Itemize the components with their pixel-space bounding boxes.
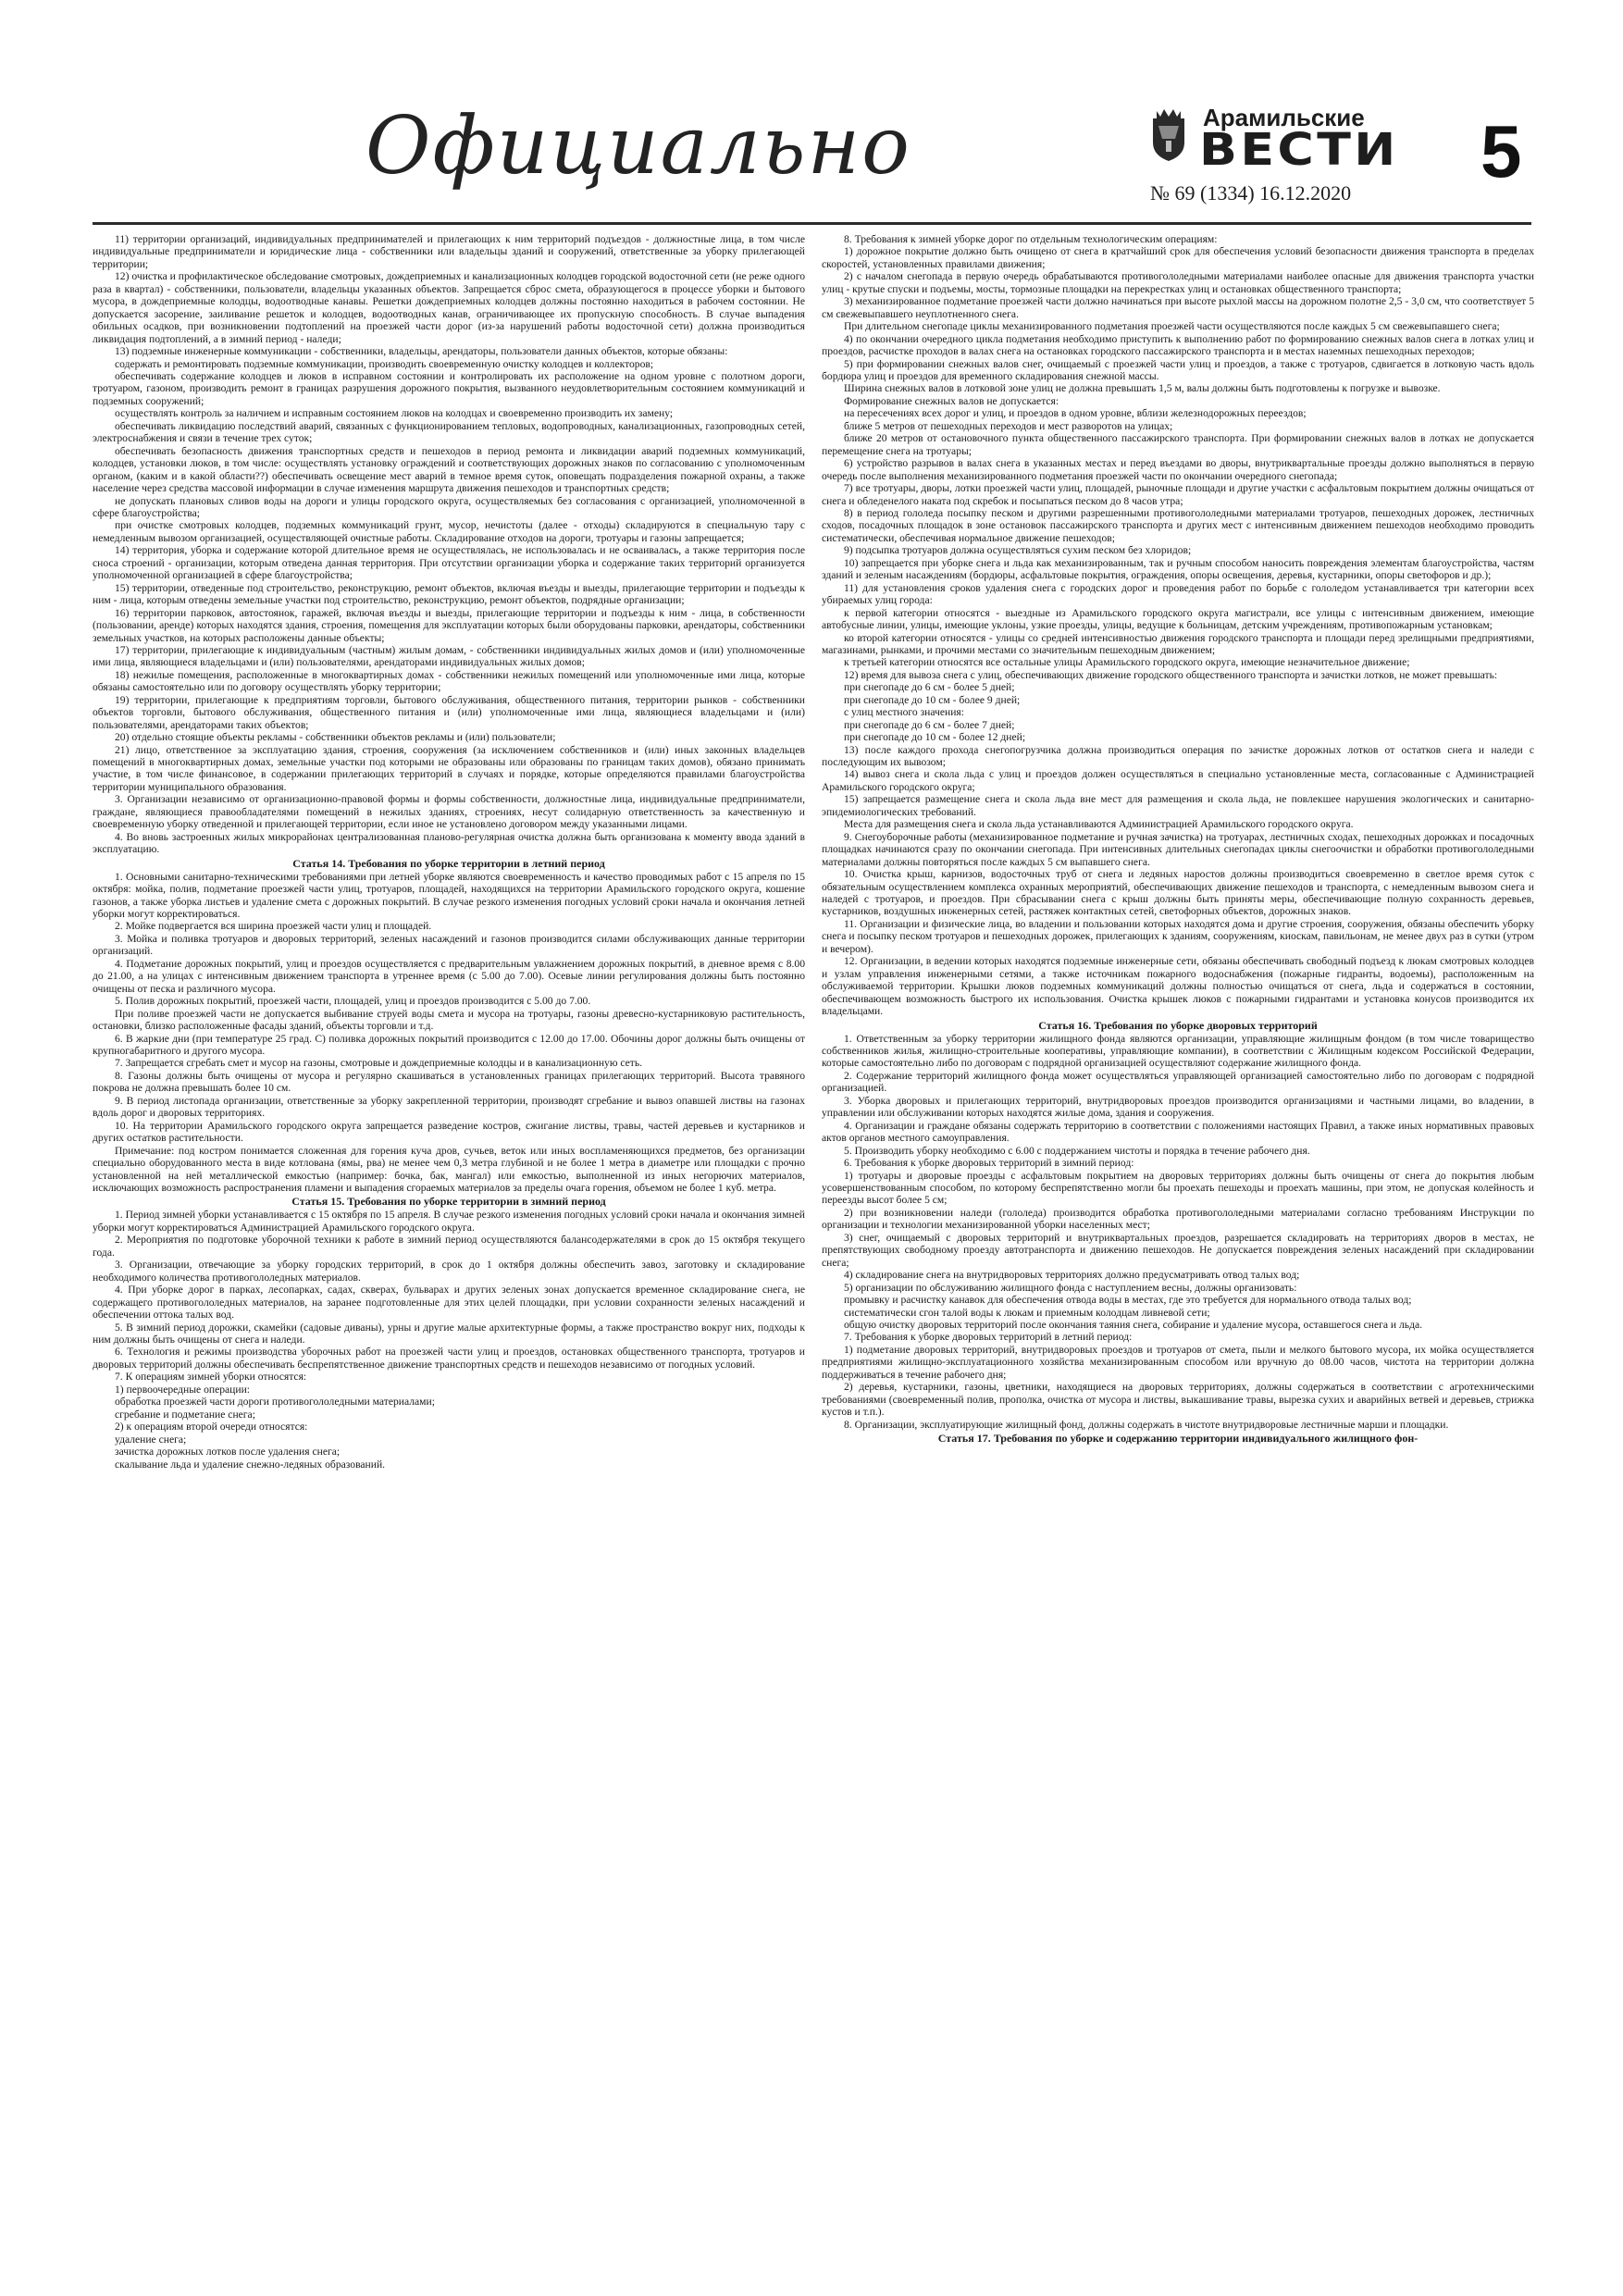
right-column <box>822 233 1534 2269</box>
paragraph: 9. В период листопада организации, ответственные за уборку закрепленной территории, производят сгребание и вывоз опавшей листвы на газонах вдоль дорог и дворовых территориях. <box>93 1094 805 1120</box>
paragraph: 6. Технология и режимы производства уборочных работ на проезжей части улиц и проездов, остановках общественного транспорта, тротуаров и дворовых территорий должны обеспечивать беспрепятственное движение транспортных средств и пешеходов независимо от погодных условий. <box>93 1346 805 1371</box>
paragraph: 9) подсыпка тротуаров должна осуществляться сухим песком без хлоридов; <box>844 544 1192 557</box>
paragraph: 4) по окончании очередного цикла подметания необходимо приступить к выполнению работ по формированию снежных валов снега в лотках улиц и проездов, расчистке проходов в валах снега на остановках городского пассажирского транспорта и в местах наземных пешеходных переходов; <box>822 332 1534 358</box>
paragraph: 8. Организации, эксплуатирующие жилищный фонд, должны содержать в чистоте внутридворовые лестничные марши и площадки. <box>844 1418 1449 1431</box>
paragraph: общую очистку дворовых территорий после окончания таяния снега, собирание и удаление мусора, оставшегося снега и льда. <box>844 1318 1423 1331</box>
paragraph: систематически сгон талой воды к люкам и приемным колодцам ливневой сети; <box>844 1306 1210 1319</box>
paragraph: ближе 5 метров от пешеходных переходов и мест разворотов на улицах; <box>844 419 1173 432</box>
paragraph: Формирование снежных валов не допускается: <box>844 394 1059 407</box>
paragraph: 9. Снегоуборочные работы (механизированное подметание и ручная зачистка) на тротуарах, лестничных сходах, пешеходных дорожках и посадочных площадках начинаются сразу по окончании снегопада. При интенсивных длительных снегопадах циклы снегоочистки и обработки противогололедными материалами должны повторяться после каждых 5 см выпавшего снега. <box>822 830 1534 868</box>
paragraph: 2. Мероприятия по подготовке уборочной техники к работе в зимний период осуществляются балансодержателями в срок до 15 октября текущего года. <box>93 1234 805 1259</box>
paragraph: 5) при формировании снежных валов снег, очищаемый с проезжей части улиц и проездов, а также с тротуаров, сдвигается в лотковую часть вдоль бордюра улиц и проездов для временного складирования снежной массы. <box>822 357 1534 382</box>
paragraph: 12) время для вывоза снега с улиц, обеспечивающих движение городского общественного транспорта и зачистки лотков, не может превышать: <box>844 668 1498 681</box>
paragraph: 15) территории, отведенные под строительство, реконструкцию, ремонт объектов, включая въезды и выезды, прилегающие территории и подъезды к ним - лица, которым отведены земельные участки под строительство, реконструкцию, ремонт объектов, подрядные организации; <box>93 581 805 607</box>
newspaper-logo <box>1147 104 1399 187</box>
paragraph: 8. Требования к зимней уборке дорог по отдельным технологическим операциям: <box>844 233 1218 245</box>
paragraph: не допускать плановых сливов воды на дороги и улицы городского округа, осуществляемых без согласования с организацией, уполномоченной в сфере благоустройства; <box>93 494 805 519</box>
paragraph: 3) механизированное подметание проезжей части должно начинаться при высоте рыхлой массы на дорожном полотне 2,5 - 3,0 см, что соответствует 5 см свежевыпавшего неуплотненного снега. <box>822 295 1534 320</box>
paragraph: 3) снег, очищаемый с дворовых территорий и внутриквартальных проездов, разрешается складировать на территориях дворов в местах, не препятствующих свободному проезду автотранспорта и движению пешеходов. Не допускается повреждения зеленых насаждений при складировании снега; <box>822 1231 1534 1269</box>
paragraph: 13) после каждого прохода снегопогрузчика должна производиться операция по зачистке дорожных лотков от остатков снега и наледи с последующим их вывозом; <box>822 743 1534 769</box>
left-column <box>93 233 805 2269</box>
paragraph: 1) подметание дворовых территорий, внутридворовых проездов и тротуаров от смета, пыли и мелкого бытового мусора, их мойка осуществляется предприятиями жилищно-эксплуатационного хозяйства механизированным способом или вручную до 08.00 часов, чистота на территории должна поддерживаться в течение рабочего дня; <box>822 1343 1534 1381</box>
paragraph: 4. Организации и граждане обязаны содержать территорию в соответствии с положениями настоящих Правил, а также иных нормативных правовых актов органов местного самоуправления. <box>822 1119 1534 1145</box>
paragraph: 3. Мойка и поливка тротуаров и дворовых территорий, зеленых насаждений и газонов производится силами обслуживающих данные территории организаций. <box>93 932 805 958</box>
paragraph: зачистка дорожных лотков после удаления снега; <box>115 1446 341 1458</box>
paragraph: Места для размещения снега и скола льда устанавливаются Администрацией Арамильского городского округа. <box>844 818 1354 831</box>
paragraph: 18) нежилые помещения, расположенные в многоквартирных домах - собственники нежилых помещений или уполномоченные ими лица, которые обязаны самостоятельно или по договору осуществлять уборку территории; <box>93 668 805 694</box>
paragraph: обеспечивать безопасность движения транспортных средств и пешеходов в период ремонта и ликвидации аварий подземных коммуникаций, колодцев, установки люков, в том числе: осуществлять установку ограждений и соответствующих дорожных знаков по согласованию с уполномоченным органом, (каким и в какой области??) обеспечивать освещение мест аварий в темное время суток, оповещать подразделения пожарной охраны, а также население через средства массовой информации в случае изменения маршрута движения пешеходов и транспортных средств; <box>93 444 805 495</box>
paragraph: 12) очистка и профилактическое обследование смотровых, дождеприемных и канализационных колодцев городской водосточной сети (не реже одного раза в квартал) - собственники, пользователи, владельцы указанных объектов. Запрещается сброс смета, образующегося в процессе уборки и бытового мусора, в дождеприемные колодцы, водоотводные канавы. Решетки дождеприемных колодцев должны постоянно находиться в рабочем состоянии. Не допускается засорение, заиливание решеток и колодцев, водоотводных канав, ограничивающее их пропускную способность. В случае выпадения обильных осадков, при возникновении подтоплений на проезжей части дорог (из-за нарушений работы водосточной сети) должна производиться ликвидация подтоплений, а в зимний период - наледи; <box>93 270 805 345</box>
article-heading: Статья 14. Требования по уборке территории в летний период <box>292 856 605 870</box>
paragraph: 8) в период гололеда посыпку песком и другими разрешенными противогололедными материалами тротуаров, пешеходных дорожек, лестничных сходов, посадочных площадок в зоне остановок пассажирского транспорта и других мест с интенсивным движением пешеходов необходимо проводить систематически, обеспечивая нормальное движение пешеходов; <box>822 506 1534 544</box>
paragraph: с улиц местного значения: <box>844 706 964 719</box>
masthead <box>0 0 1623 236</box>
logo-text-big: ВЕСТИ <box>1199 124 1399 176</box>
issue-info: № 69 (1334) 16.12.2020 <box>1150 181 1352 205</box>
paragraph: 1. Период зимней уборки устанавливается с 15 октября по 15 апреля. В случае резкого изменения погодных условий сроки начала и окончания зимней уборки могут корректироваться Администрацией Арамильского городского округа. <box>93 1209 805 1234</box>
paragraph: при снегопаде до 6 см - более 7 дней; <box>844 718 1015 731</box>
paragraph: При длительном снегопаде циклы механизированного подметания проезжей части осуществляются после каждых 5 см свежевыпавшего снега; <box>844 320 1500 333</box>
section-title: Официально <box>365 100 911 192</box>
paragraph: 5. Производить уборку необходимо с 6.00 с поддержанием чистоты и порядка в течение рабочего дня. <box>844 1144 1310 1157</box>
article-heading: Статья 15. Требования по уборке территории в зимний период <box>291 1195 606 1209</box>
paragraph: 5. В зимний период дорожки, скамейки (садовые диваны), урны и другие малые архитектурные формы, а также пространство вокруг них, подходы к ним должны быть очищены от снега и наледи. <box>93 1321 805 1346</box>
paragraph: 13) подземные инженерные коммуникации - собственники, владельцы, арендаторы, пользователи данных объектов, которые обязаны: <box>115 345 728 358</box>
paragraph: 14) территория, уборка и содержание которой длительное время не осуществлялась, не использовалась и не осваивалась, а также территория после сноса строений - организации, которым отведена данная территория. При отсутствии организации уборка и содержание таких территорий организуется уполномоченной организацией в сфере благоустройства; <box>93 544 805 582</box>
paragraph: 3. Организации, отвечающие за уборку городских территорий, в срок до 1 октября должны обеспечить завоз, заготовку и складирование необходимого количества противогололедных материалов. <box>93 1259 805 1284</box>
paragraph: 6. В жаркие дни (при температуре 25 град. С) поливка дорожных покрытий производится с 12.00 до 17.00. Обочины дорог должны быть очищены от крупногабаритного и другого мусора. <box>93 1032 805 1057</box>
paragraph: 4) складирование снега на внутридворовых территориях должно предусматривать отвод талых вод; <box>844 1269 1300 1282</box>
paragraph: на пересечениях всех дорог и улиц, и проездов в одном уровне, вблизи железнодорожных переездов; <box>844 407 1307 420</box>
paragraph: 4. Во вновь застроенных жилых микрорайонах централизованная планово-регулярная очистка должна быть организована к моменту ввода зданий в эксплуатацию. <box>93 830 805 856</box>
paragraph: 15) запрещается размещение снега и скола льда вне мест для размещения и скола льда, не повлекшее нарушения экологических и санитарно-эпидемиологических требований. <box>822 793 1534 818</box>
paragraph: 7. К операциям зимней уборки относятся: <box>115 1371 307 1384</box>
paragraph: 3. Организации независимо от организационно-правовой формы и формы собственности, должностные лица, индивидуальные предприниматели, граждане, являющиеся правообладателями помещений в нежилых зданиях, строениях, несут солидарную ответственность за качественную и своевременную уборку отведенной и прилегающей территории, если иное не установлено договором между указанными лицами. <box>93 793 805 831</box>
paragraph: 1. Основными санитарно-техническими требованиями при летней уборке являются своевременность и качество проводимых работ с 15 апреля по 15 октября: мойка, полив, подметание проезжей части улиц, тротуаров, площадей, находящихся на территории Арамильского городского округа, кошение газонов, а также уборка листьев и удаление смета с дорожных покрытий. В случае резкого изменения погодных условий сроки начала и окончания летней уборки могут корректироваться. <box>93 870 805 921</box>
paragraph: скалывание льда и удаление снежно-ледяных образований. <box>115 1458 386 1471</box>
paragraph: 21) лицо, ответственное за эксплуатацию здания, строения, сооружения (за исключением собственников и (или) иных законных владельцев помещений в многоквартирных домах, земельные участки под которыми не образованы или образованы по границам таких домов), обязано принимать участие, в том числе финансовое, в содержании прилегающих территорий в случаях и порядке, которые определяются правилами благоустройства территории муниципального образования. <box>93 743 805 793</box>
paragraph: 20) отдельно стоящие объекты рекламы - собственники объектов рекламы и (или) пользователи; <box>115 731 556 744</box>
paragraph: 2) деревья, кустарники, газоны, цветники, находящиеся на дворовых территориях, должны содержаться в соответствии с агротехническими требованиями (своевременный полив, прополка, очистка от мусора и листвы, выкашивание травы, вырезка сухих и аварийных ветвей и деревьев, стрижка кустов и т.п.). <box>822 1381 1534 1419</box>
paragraph: 2. Мойке подвергается вся ширина проезжей части улиц и площадей. <box>115 920 432 933</box>
paragraph: содержать и ремонтировать подземные коммуникации, производить своевременную очистку колодцев и коллекторов; <box>115 357 654 370</box>
paragraph: обеспечивать содержание колодцев и люков в исправном состоянии и контролировать их расположение на одном уровне с полотном дороги, тротуаром, газоном, производить ремонт в границах разрушения дорожного покрытия, вызванного неудовлетворительным состоянием коммуникаций и подземных сооружений; <box>93 369 805 407</box>
paragraph: осуществлять контроль за наличием и исправным состоянием люков на колодцах и своевременно производить их замену; <box>115 407 674 420</box>
paragraph: ко второй категории относятся - улицы со средней интенсивностью движения городского транспорта и площади перед зрелищными предприятиями, магазинами, рынками, и прочими местами со значительным пешеходным движением; <box>822 631 1534 656</box>
paragraph: к первой категории относятся - выездные из Арамильского городского округа магистрали, все улицы с интенсивным движением, имеющие автобусные линии, улицы, имеющие уклоны, узкие проезды, улицы, ведущие к больницам, детским учреждениям, противопожарным установкам; <box>822 606 1534 632</box>
paragraph: 4. При уборке дорог в парках, лесопарках, садах, скверах, бульварах и других зеленых зонах допускается временное складирование снега, не содержащего противогололедных материалов, на заранее подготовленные для этих целей площадки, при условии сохранности зеленых насаждений и обеспечении оттока талых вод. <box>93 1284 805 1322</box>
paragraph: промывку и расчистку канавок для обеспечения отвода воды в местах, где это требуется для нормального отвода талых вод; <box>844 1294 1412 1307</box>
paragraph: 10. Очистка крыш, карнизов, водосточных труб от снега и ледяных наростов должны производиться своевременно в светлое время суток с обязательным осуществлением комплекса охранных мероприятий, обеспечивающих движение пешеходов и транспорта, с немедленным вывозом снега и наледей с тротуаров, и проездов. При сбрасывании снега с крыш должны быть приняты меры, обеспечивающие полную сохранность деревьев, кустарников, воздушных инженерных сетей, растяжек контактных сетей, светофорных объектов, дорожных знаков. <box>822 868 1534 918</box>
paragraph: 14) вывоз снега и скола льда с улиц и проездов должен осуществляться в специально установленные места, согласованные с Администрацией Арамильского городского округа; <box>822 768 1534 793</box>
paragraph: 19) территории, прилегающие к предприятиям торговли, бытового обслуживания, общественного питания, территории рынков - собственники объектов торговли, бытового обслуживания, общественного питания и (или) уполномоченные ими лица, являющиеся владельцами и (или) пользователями, арендаторами таких объектов; <box>93 693 805 731</box>
paragraph: 1) дорожное покрытие должно быть очищено от снега в кратчайший срок для обеспечения условий безопасности движения транспорта в пределах скоростей, установленных правилами движения; <box>822 245 1534 270</box>
paragraph: 12. Организации, в ведении которых находятся подземные инженерные сети, обязаны обеспечивать свободный подъезд к люкам смотровых колодцев и узлам управления инженерными сетями, а также источникам пожарного водоснабжения (пожарные гидранты, водоемы), расположенным на обслуживаемой территории. Крышки люков подземных коммуникаций должны полностью очищаться от снега, льда и содержаться в состоянии, обеспечивающем возможность быстрого их использования. Очистка крышек люков с пожарными гидрантами и установка конусов производится их владельцами. <box>822 955 1534 1018</box>
paragraph: 10) запрещается при уборке снега и льда как механизированным, так и ручным способом наносить повреждения элементам благоустройства, частям зданий и зеленым насаждениям (бордюры, асфальтовые покрытия, ограждения, опоры освещения, деревья, кустарники, опоры светофоров и др.); <box>822 556 1534 582</box>
paragraph: При поливе проезжей части не допускается выбивание струей воды смета и мусора на тротуары, газоны древесно-кустарниковую растительность, остановки, близко расположенные фасады зданий, объекты торговли и т.д. <box>93 1007 805 1033</box>
paragraph: 2. Содержание территорий жилищного фонда может осуществляться управляющей организацией самостоятельно либо по договорам с подрядной организацией. <box>822 1069 1534 1095</box>
paragraph: удаление снега; <box>115 1433 187 1446</box>
paragraph: сгребание и подметание снега; <box>115 1408 255 1421</box>
paragraph: 4. Подметание дорожных покрытий, улиц и проездов осуществляется с предварительным увлажнением дорожных покрытий, в дневное время с 8.00 до 21.00, а на улицах с интенсивным движением транспорта в утреннее время (с 5.00 до 7.00). Осевые линии регулирования должны быть постоянно очищены от песка и различного мусора. <box>93 957 805 995</box>
paragraph: 6. Требования к уборке дворовых территорий в зимний период: <box>844 1157 1134 1170</box>
paragraph: 16) территории парковок, автостоянок, гаражей, включая въезды и выезды, прилегающие территории и подъезды к ним - лица, в собственности (пользовании, аренде) которых находятся здания, строения, помещения для эксплуатации которых были оборудованы парковки, арендаторы, собственники земельных участков, на которых расположены данные объекты; <box>93 606 805 644</box>
paragraph: 1. Ответственным за уборку территории жилищного фонда являются организации, управляющие жилищным фондом (в том числе товарищество собственников жилья, жилищно-строительные кооперативы, управляющие компании), в соответствии с Жилищным кодексом Российской Федерации, которые самостоятельно либо по договорам с подрядной организацией осуществляют содержание жилищного фонда. <box>822 1032 1534 1070</box>
paragraph: Ширина снежных валов в лотковой зоне улиц не должна превышать 1,5 м, валы должны быть подготовлены к погрузке и вывозке. <box>844 382 1441 395</box>
paragraph: 11) для установления сроков удаления снега с городских дорог и проведения работ по борьбе с гололедом устанавливается три категории всех убираемых улиц города: <box>822 581 1534 607</box>
logo-text-small: Арамильские <box>1203 104 1365 131</box>
paragraph: к третьей категории относятся все остальные улицы Арамильского городского округа, имеющие незначительное движение; <box>844 656 1410 669</box>
paragraph: 7) все тротуары, дворы, лотки проезжей части улиц, площадей, рыночные площади и другие участки с асфальтовым покрытием должны очищаться от снега и обледенелого наката под скребок и посыпаться песком до 8 часов утра; <box>822 482 1534 507</box>
paragraph: Примечание: под костром понимается сложенная для горения куча дров, сучьев, веток или иных воспламеняющихся предметов, без организации специально оборудованного места в виде котлована (ямы, рва) не менее чем 0,3 метра глубиной и не более 1 метра в диаметре или площадки с прочно установленной на ней металлической емкостью (например: бочка, бак, мангал) или емкостью, выполненной из иных негорючих материалов, исключающих возможность распространения пламени и выпадения сгораемых материалов за пределы очага горения, объемом не более 1 куб. метра. <box>93 1144 805 1194</box>
article-heading: Статья 17. Требования по уборке и содержанию территории индивидуального жилищного фон- <box>937 1432 1419 1446</box>
paragraph: 5. Полив дорожных покрытий, проезжей части, площадей, улиц и проездов производится с 5.00 до 7.00. <box>115 995 591 1008</box>
paragraph: 11. Организации и физические лица, во владении и пользовании которых находятся дома и другие строения, сооружения, обязаны обеспечить уборку снега и посыпку песком тротуаров и пешеходных дорожек, прилегающих к зданиям, сооружениям, киоскам, павильонам, не менее двух раз в сутки (утром и вечером). <box>822 917 1534 955</box>
paragraph: при снегопаде до 10 см - более 12 дней; <box>844 731 1026 744</box>
paragraph: при снегопаде до 6 см - более 5 дней; <box>844 681 1015 694</box>
header-rule <box>93 222 1531 225</box>
paragraph: 7. Требования к уборке дворовых территорий в летний период: <box>844 1331 1133 1344</box>
paragraph: 11) территории организаций, индивидуальных предпринимателей и прилегающих к ним территорий подъездов - должностные лица, в том числе индивидуальные предприниматели и юридические лица - собственники или владельцы зданий и сооружений, ответственные за уборку прилегающей территории; <box>93 233 805 270</box>
paragraph: 1) тротуары и дворовые проезды с асфальтовым покрытием на дворовых территориях должны быть очищены от снега до покрытия любым усовершенствованным способом, по которому беспрепятственно могли бы проехать пешеходы и проехать машины, при этом, не допуская колейность и переезды высот более 5 см; <box>822 1169 1534 1207</box>
paragraph: 10. На территории Арамильского городского округа запрещается разведение костров, сжигание листвы, травы, частей деревьев и кустарников и других остатков растительности. <box>93 1119 805 1145</box>
article-heading: Статья 16. Требования по уборке дворовых территорий <box>1038 1018 1318 1032</box>
paragraph: 8. Газоны должны быть очищены от мусора и регулярно скашиваться в установленных границах прилегающих территорий. Высота травяного покрова не должна превышать более 10 см. <box>93 1069 805 1095</box>
paragraph: обеспечивать ликвидацию последствий аварий, связанных с функционированием тепловых, водопроводных, канализационных, газопроводных сетей, электроснабжения и связи в течение трех суток; <box>93 419 805 445</box>
paragraph: 5) организации по обслуживанию жилищного фонда с наступлением весны, должны организовать: <box>844 1281 1297 1294</box>
paragraph: ближе 20 метров от остановочного пункта общественного пассажирского транспорта. При формировании снежных валов в лотках не допускается перемещение снега на тротуары; <box>822 432 1534 457</box>
paragraph: 2) с началом снегопада в первую очередь обрабатываются противогололедными материалами наиболее опасные для движения транспорта участки улиц - крутые спуски и подъемы, мосты, тормозные площадки на перекрестках улиц и остановках общественного транспорта; <box>822 270 1534 295</box>
paragraph: 7. Запрещается сгребать смет и мусор на газоны, смотровые и дождеприемные колодцы и в канализационную сеть. <box>115 1057 643 1070</box>
paragraph: обработка проезжей части дороги противогололедными материалами; <box>115 1396 435 1409</box>
paragraph: при очистке смотровых колодцев, подземных коммуникаций грунт, мусор, нечистоты (далее - отходы) складируются в специальную тару с немедленным вывозом организацией, осуществляющей очистные работы. Складирование отходов на дороги, тротуары и газоны запрещается; <box>93 519 805 544</box>
paragraph: 2) к операциям второй очереди относятся: <box>115 1421 308 1433</box>
paragraph: 3. Уборка дворовых и прилегающих территорий, внутридворовых проездов производится организациями и частными лицами, во владении, в управлении или обслуживании которых находятся жилые дома, здания и сооружения. <box>822 1094 1534 1120</box>
paragraph: 2) при возникновении наледи (гололеда) производится обработка противогололедными материалами согласно требованиям Инструкции по организации и технологии механизированной уборки населенных мест; <box>822 1206 1534 1232</box>
paragraph: 17) территории, прилегающие к индивидуальным (частным) жилым домам, - собственники индивидуальных жилых домов и (или) уполномоченные ими лица, являющиеся владельцами и (или) пользователями, арендаторами индивидуальных жилых домов; <box>93 643 805 669</box>
paragraph: при снегопаде до 10 см - более 9 дней; <box>844 693 1021 706</box>
city-crest-icon <box>1147 105 1190 163</box>
paragraph: 6) устройство разрывов в валах снега в указанных местах и перед въездами во дворы, внутриквартальные проезды должно выполняться в первую очередь после выполнения механизированного подметания проезжей части по окончании очередного снегопада; <box>822 457 1534 482</box>
page-number: 5 <box>1481 110 1522 192</box>
paragraph: 1) первоочередные операции: <box>115 1383 251 1396</box>
